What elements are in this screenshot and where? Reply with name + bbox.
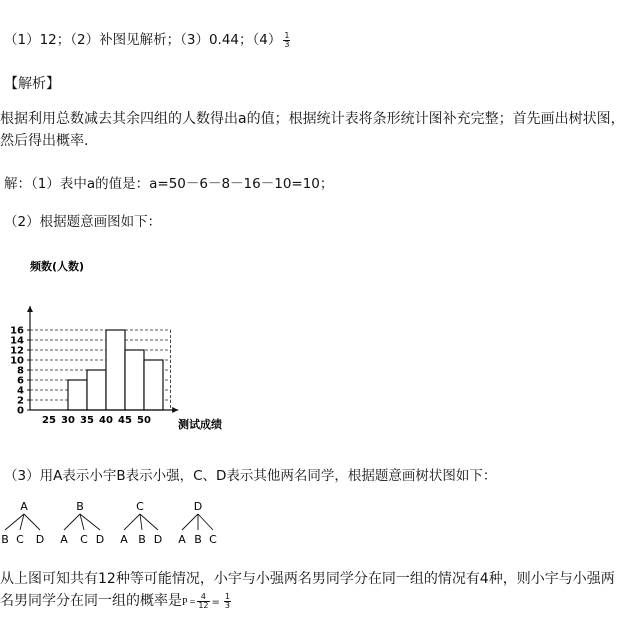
- fraction-numerator: 1: [224, 591, 231, 601]
- fraction-1-3: [224, 593, 231, 610]
- conclusion-text: 从上图可知共有12种等可能情况，小宇与小强两名男同学分在同一组的情况有4种，则小宇与小强两名男同学分在同一组的概率是: [0, 571, 615, 609]
- x-tick-label: 35: [80, 415, 94, 426]
- tree-branch: [64, 514, 80, 530]
- x-tick-label: 30: [61, 415, 75, 426]
- frequency-histogram: [0, 250, 240, 440]
- tree-leaf-label: A: [178, 533, 186, 546]
- x-axis-label: 测试成绩: [178, 418, 222, 431]
- tree-branch: [124, 514, 140, 530]
- x-tick-label: 40: [99, 415, 113, 426]
- probability-label: P =: [182, 597, 196, 608]
- fraction-denominator: 12: [198, 600, 209, 610]
- y-tick-label: 0: [17, 405, 24, 417]
- tree-root-label: D: [193, 500, 203, 513]
- solution-step-1: 解：（1）表中a的值是：a=50－6－8－16－10=10；: [4, 176, 334, 192]
- tree-leaf-label: D: [153, 533, 163, 546]
- tree-branch: [140, 514, 158, 530]
- tree-root-label: B: [76, 500, 84, 513]
- answer-text: （1）12；（2）补图见解析；（3）0.44；（4）: [4, 32, 282, 48]
- solution-step-3: （3）用A表示小宇B表示小强，C、D表示其他两名同学，根据题意画树状图如下：: [4, 468, 497, 484]
- tree-leaf-label: C: [16, 533, 24, 546]
- tree-leaf-label: D: [35, 533, 45, 546]
- solution-step-2: （2）根据题意画图如下：: [4, 214, 162, 230]
- analysis-text: 根据利用总数减去其余四组的人数得出a的值；根据统计表将条形统计图补充完整；首先画出树状图，然后得出概率.: [0, 111, 625, 149]
- fraction-4-12: [197, 593, 209, 610]
- tree-diagram: [0, 496, 260, 556]
- conclusion: [0, 568, 626, 614]
- x-tick-label: 45: [118, 415, 132, 426]
- x-axis-arrow-icon: [172, 407, 178, 413]
- histogram-bar: [68, 380, 87, 410]
- fraction-numerator: 4: [197, 593, 209, 602]
- analysis-heading: 【解析】: [4, 76, 60, 92]
- histogram-bar: [144, 360, 163, 410]
- tree-branch: [140, 514, 142, 530]
- fraction-numerator: 1: [284, 30, 290, 40]
- y-tick-label: 10: [10, 355, 24, 367]
- y-axis-arrow-icon: [27, 306, 33, 312]
- tree-leaf-label: A: [120, 533, 128, 546]
- y-tick-label: 8: [17, 365, 24, 377]
- fraction-denominator: 3: [284, 39, 290, 49]
- tree-leaf-label: C: [80, 533, 88, 546]
- y-tick-label: 16: [10, 325, 24, 337]
- histogram-bar: [87, 370, 106, 410]
- answer-fraction: [283, 32, 290, 49]
- tree-leaf-label: B: [1, 533, 9, 546]
- tree-leaf-label: D: [95, 533, 105, 546]
- y-tick-label: 12: [10, 345, 24, 357]
- answer-line: [4, 28, 290, 49]
- tree-root-label: C: [136, 500, 144, 513]
- x-tick-label: 50: [137, 415, 151, 426]
- tree-branch: [198, 514, 213, 530]
- tree-leaf-label: C: [209, 533, 217, 546]
- y-axis-label: 频数(人数): [30, 260, 85, 273]
- tree-leaf-label: B: [194, 533, 202, 546]
- tree-root-label: A: [20, 500, 28, 513]
- fraction-denominator: 3: [224, 600, 231, 610]
- tree-branch: [5, 514, 24, 530]
- tree-leaf-label: B: [138, 533, 146, 546]
- y-tick-label: 14: [10, 335, 24, 347]
- equals-sign: =: [211, 597, 220, 608]
- histogram-bar: [106, 330, 125, 410]
- histogram-bar: [125, 350, 144, 410]
- tree-branch: [24, 514, 40, 530]
- y-tick-label: 4: [17, 385, 24, 397]
- tree-leaf-label: A: [60, 533, 68, 546]
- y-tick-label: 6: [17, 375, 24, 387]
- tree-branch: [182, 514, 198, 530]
- x-tick-label: 25: [42, 415, 56, 426]
- y-tick-label: 2: [17, 395, 24, 407]
